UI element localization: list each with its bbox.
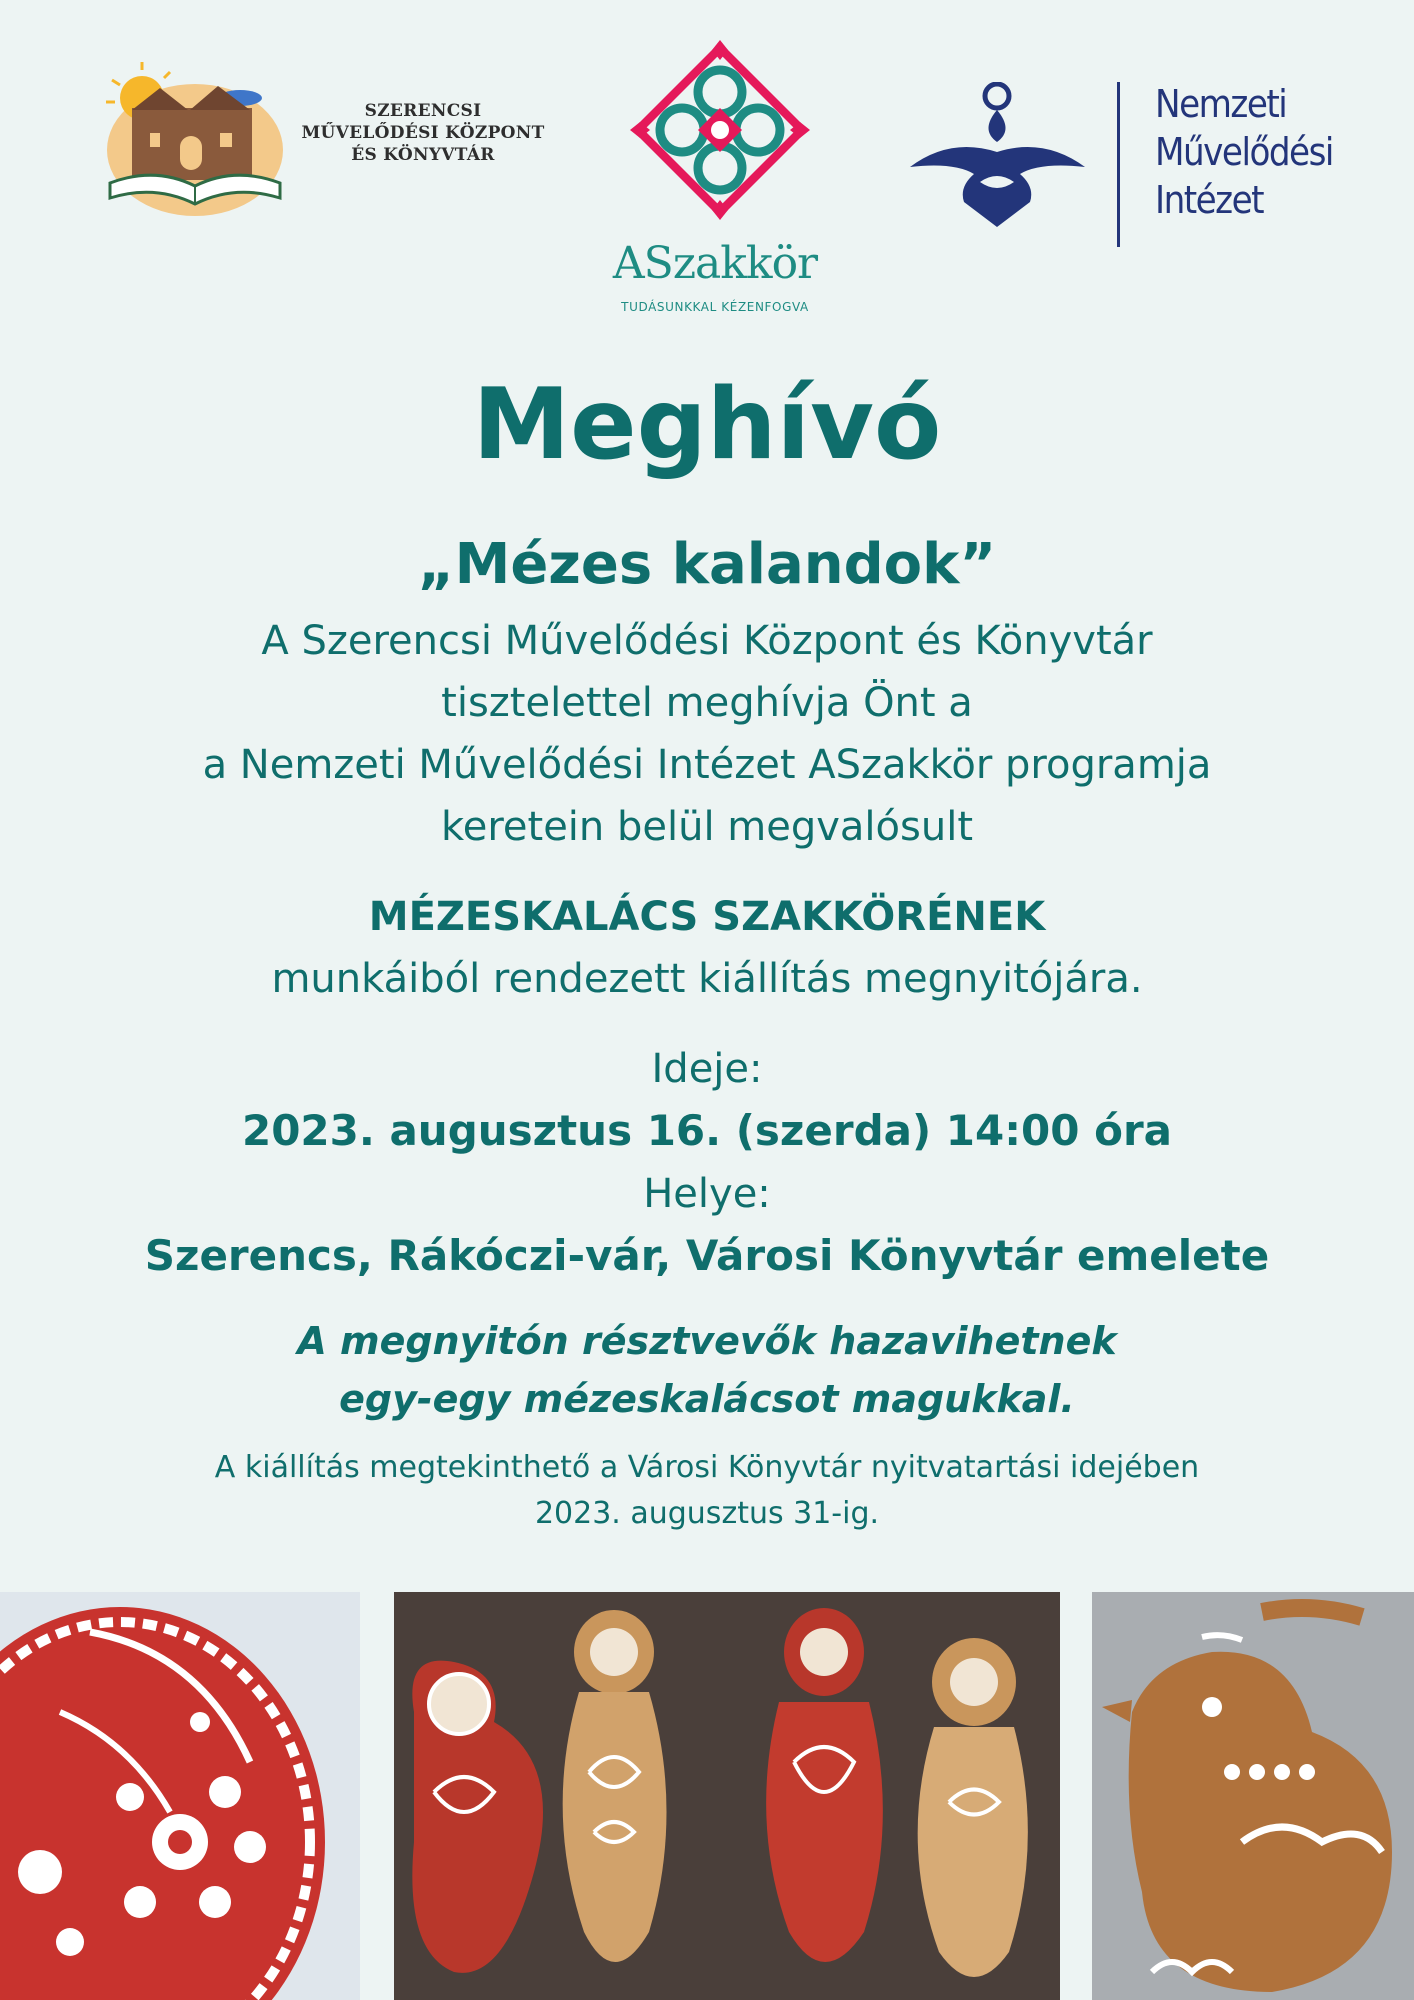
org-name-line: MŰVELŐDÉSI KÖZPONT: [301, 123, 545, 143]
aszakkor-tagline: TUDÁSUNKKAL KÉZENFOGVA: [621, 300, 809, 314]
gift-note: [0, 1312, 1414, 1428]
gingerbread-dolls-photo: [394, 1592, 1060, 2000]
intro-line: tisztelettel meghívja Önt a: [441, 680, 973, 726]
szerencs-logo: [100, 58, 290, 223]
nmi-logo: [910, 82, 1085, 230]
org-name-line: ÉS KÖNYVTÁR: [351, 145, 495, 165]
club-description: munkáiból rendezett kiállítás megnyitójára.: [271, 956, 1143, 1002]
location-value: Szerencs, Rákóczi-vár, Városi Könyvtár emelete: [144, 1231, 1270, 1280]
nmi-divider: [1117, 82, 1120, 247]
exhibition-info: [0, 1445, 1414, 1537]
date-value: 2023. augusztus 16. (szerda) 14:00 óra: [241, 1106, 1173, 1155]
gift-note-line: A megnyitón résztvevők hazavihetnek: [297, 1319, 1117, 1363]
nmi-name-line: Intézet: [1155, 178, 1264, 222]
exhibition-info-line: 2023. augusztus 31-ig.: [534, 1496, 880, 1531]
szerencs-org-name: [288, 100, 558, 166]
intro-line: A Szerencsi Művelődési Központ és Könyvtár: [261, 618, 1153, 664]
exhibition-info-line: A kiállítás megtekinthető a Városi Könyvtár nyitvatartási idejében: [214, 1450, 1200, 1485]
nmi-name-line: Művelődési: [1155, 130, 1333, 174]
gift-note-line: egy-egy mézeskalácsot magukkal.: [339, 1377, 1075, 1421]
event-subtitle: „Mézes kalandok”: [417, 532, 997, 597]
intro-text: [0, 610, 1414, 858]
nmi-name-line: Nemzeti: [1155, 82, 1287, 126]
gingerbread-bird-photo: [1092, 1592, 1414, 2000]
location-label: Helye:: [643, 1171, 771, 1217]
aszakkor-wordmark: ASzakkör: [612, 238, 818, 289]
aszakkor-ornament-logo: [630, 40, 810, 220]
intro-line: a Nemzeti Művelődési Intézet ASzakkör programja: [202, 742, 1212, 788]
club-name: MÉZESKALÁCS SZAKKÖRÉNEK: [368, 894, 1046, 940]
date-label: Ideje:: [651, 1046, 763, 1092]
intro-line: keretein belül megvalósult: [440, 804, 973, 850]
org-name-line: SZERENCSI: [364, 101, 482, 121]
nmi-org-name: [1155, 80, 1355, 224]
page-title: Meghívó: [472, 368, 942, 482]
gingerbread-heart-photo: [0, 1592, 360, 2000]
